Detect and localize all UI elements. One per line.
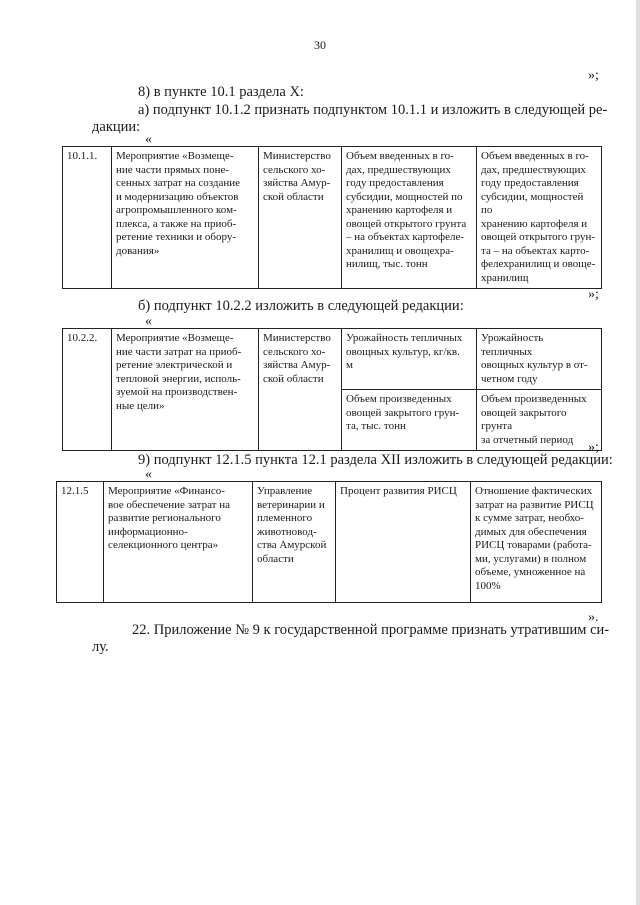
table-cell-code: 12.1.5 — [57, 482, 104, 603]
table-cell-indicator: Объем произведенных овощей закрытого грун- та, тыс. тонн — [342, 390, 477, 451]
table-cell-activity: Мероприятие «Возмеще- ние части прямых поне- сенных затрат на создание и модернизацию объектов агропромышленного ком- плекса, а также на приоб- ретение техники и обору- дования» — [112, 147, 259, 289]
paragraph-item-8: 8) в пункте 10.1 раздела X: — [138, 84, 304, 100]
table-cell-activity: Мероприятие «Финансо- вое обеспечение затрат на развитие регионального информационно- селекционного центра» — [104, 482, 253, 603]
table-subparagraph-12-1-5 — [56, 481, 602, 603]
table-cell-indicator: Урожайность тепличных овощных культур, кг/кв. м — [342, 329, 477, 390]
table-cell-code: 10.2.2. — [63, 329, 112, 451]
table-cell-code: 10.1.1. — [63, 147, 112, 289]
paragraph-item-9: 9) подпункт 12.1.5 пункта 12.1 раздела XII изложить в следующей редакции: — [138, 452, 613, 468]
page-number: 30 — [314, 38, 326, 52]
table-cell-indicator: Отношение фактических затрат на развитие РИСЦ к сумме затрат, необхо- димых для обеспечения РИСЦ товарами (работа- ми, услугами) в полном объеме, умноженное на 100% — [471, 482, 602, 603]
table-subparagraph-10-2-2 — [62, 328, 602, 451]
table-cell-executor: Министерство сельского хо- зяйства Амур- ской области — [259, 147, 342, 289]
table-cell-activity: Мероприятие «Возмеще- ние части затрат на приоб- ретение электрической и тепловой энергии, исполь- зуемой на производствен- ные цели» — [112, 329, 259, 451]
scan-edge-shadow — [636, 0, 640, 905]
table-cell-indicator: Объем произведенных овощей закрытого грунта за отчетный период — [477, 390, 602, 451]
table-row — [63, 329, 602, 390]
table-row — [63, 147, 602, 289]
paragraph-item-22-line2: лу. — [92, 639, 109, 655]
table-cell-executor: Министерство сельского хо- зяйства Амур- ской области — [259, 329, 342, 451]
table-row — [57, 482, 602, 603]
table-cell-indicator: Процент развития РИСЦ — [336, 482, 471, 603]
open-quote-3: « — [145, 467, 152, 482]
table-cell-indicator: Объем введенных в го- дах, предшествующих году предоставления субсидии, мощностей по хранению картофеля и овощей открытого грунта – на объектах картофеле- хранилищ и овощехра- нилищ, тыс. тонн — [342, 147, 477, 289]
close-quote-3: ». — [588, 610, 599, 625]
close-quote-2: »; — [588, 440, 599, 455]
close-quote-top: »; — [588, 68, 599, 83]
close-quote-1: »; — [588, 287, 599, 302]
table-cell-indicator: Урожайность тепличных овощных культур в от- четном году — [477, 329, 602, 390]
paragraph-item-8b: б) подпункт 10.2.2 изложить в следующей редакции: — [138, 298, 464, 314]
table-cell-executor: Управление ветеринарии и племенного животновод- ства Амурской области — [253, 482, 336, 603]
open-quote-2: « — [145, 314, 152, 329]
paragraph-item-22-line1: 22. Приложение № 9 к государственной программе признать утратившим си- — [132, 622, 610, 638]
paragraph-item-8a-line1: а) подпункт 10.1.2 признать подпунктом 10.1.1 и изложить в следующей ре- — [138, 102, 608, 118]
table-cell-indicator: Объем введенных в го- дах, предшествующих году предоставления субсидии, мощностей по хранению картофеля и овощей открытого грун- та – на объектах карто- фелехранилищ и овоще- хранилищ — [477, 147, 602, 289]
paragraph-item-8a-line2: дакции: — [92, 119, 141, 135]
table-subparagraph-10-1-1 — [62, 146, 602, 289]
open-quote-1: « — [145, 132, 152, 147]
